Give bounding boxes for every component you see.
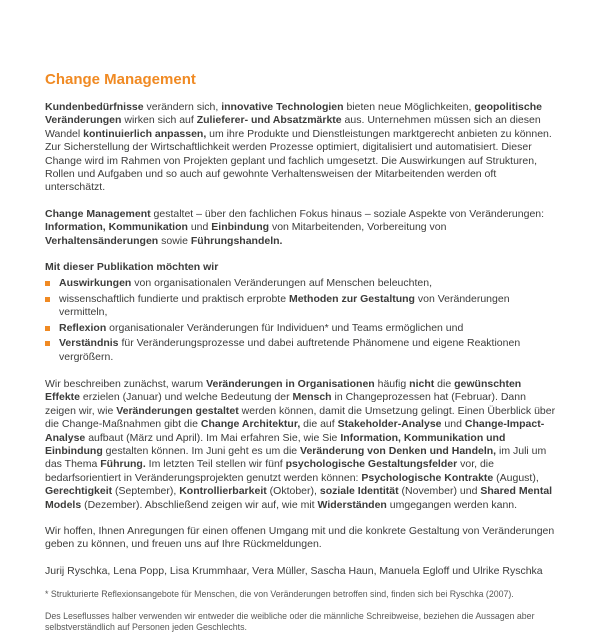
authors-line: Jurij Ryschka, Lena Popp, Lisa Krummhaar, Vera Müller, Sascha Haun, Manuela Egloff und Ulrike Ryschka (45, 564, 543, 577)
list-item (45, 293, 558, 320)
focus-paragraph: Change Management gestaltet – über den fachlichen Fokus hinaus – soziale Aspekte von Veränderungen: Information, Kommunikation und Einbindung von Mitarbeitenden, Vorbereitung von Verhaltensänderungen sowie Führungshandeln. (45, 207, 545, 247)
footnote-gender-note: Des Leseflusses halber verwenden wir entweder die weibliche oder die männliche Schreibweise, beziehen die Aussagen aber selbstverständlich auf Personen jeden Geschlechts. (45, 611, 535, 633)
bullet-square-icon (45, 281, 50, 286)
list-item (45, 337, 558, 364)
list-item-text: wissenschaftlich fundierte und praktisch erprobte Methoden zur Gestaltung von Veränderungen vermitteln, (59, 292, 510, 319)
list-item-text: Auswirkungen von organisationalen Veränderungen auf Menschen beleuchten, (59, 277, 432, 290)
publication-goals-heading: Mit dieser Publikation möchten wir (45, 261, 219, 274)
closing-paragraph: Wir hoffen, Ihnen Anregungen für einen offenen Umgang mit und die konkrete Gestaltung von Veränderungen geben zu können, und freuen uns auf Ihre Rückmeldungen. (45, 524, 555, 551)
bullet-square-icon (45, 341, 50, 346)
publication-goals-list (45, 277, 558, 363)
intro-paragraph: Kundenbedürfnisse verändern sich, innovative Technologien bieten neue Möglichkeiten, geopolitische Veränderungen wirken sich auf Zulieferer- und Absatzmärkte aus. Unternehmen müssen sich an diesen Wandel kontinuierlich anpassen, um ihre Produkte und Dienstleistungen marktgerecht anbieten zu können. Zur Sicherstellung der Wirtschaftlichkeit werden Prozesse optimiert, digitalisiert und automatisiert. Dieser Change wird im Rahmen von Projekten geplant und fachlich umgesetzt. Die Auswirkungen auf Strukturen, Rollen und Aufgaben und so auch auf gewohnte Verhaltensweisen der Mitarbeitenden werden oft unterschätzt. (45, 101, 552, 194)
list-item-text: Reflexion organisationaler Veränderungen für Individuen* und Teams ermöglichen und (59, 321, 464, 334)
list-item (45, 322, 558, 335)
bullet-square-icon (45, 297, 50, 302)
list-item-text: Verständnis für Veränderungsprozesse und dabei auftretende Phänomene und eigene Reaktionen vergrößern. (59, 337, 521, 363)
bullet-square-icon (45, 326, 50, 331)
annual-overview-paragraph: Wir beschreiben zunächst, warum Veränderungen in Organisationen häufig nicht die gewünschten Effekte erzielen (Januar) und welche Bedeutung der Mensch in Changeprozessen hat (Februar). Dann zeigen wir, wie Veränderungen gestaltet werden können, damit die Umsetzung gelingt. Einen Überblick über die Change-Maßnahmen gibt die Change Architektur, die auf Stakeholder-Analyse und Change-Impact-Analyse aufbaut (März und April). Im Mai erfahren Sie, wie Sie Information, Kommunikation und Einbindung gestalten können. Im Juni geht es um die Veränderung von Denken und Handeln, im Juli um das Thema Führung. Im letzten Teil stellen wir fünf psychologische Gestaltungsfelder vor, die bedarfsorientiert in Veränderungsprojekten genutzt werden können: Psychologische Kontrakte (August), Gerechtigkeit (September), Kontrollierbarkeit (Oktober), soziale Identität (November) und Shared Mental Models (Dezember). Abschließend zeigen wir auf, wie mit Widerständen umgegangen werden kann. (45, 377, 556, 511)
page-title: Change Management (45, 71, 196, 88)
footnote-reflection-reference: * Strukturierte Reflexionsangebote für Menschen, die von Veränderungen betroffen sind, finden sich bei Ryschka (2007). (45, 589, 514, 600)
list-item (45, 277, 558, 290)
